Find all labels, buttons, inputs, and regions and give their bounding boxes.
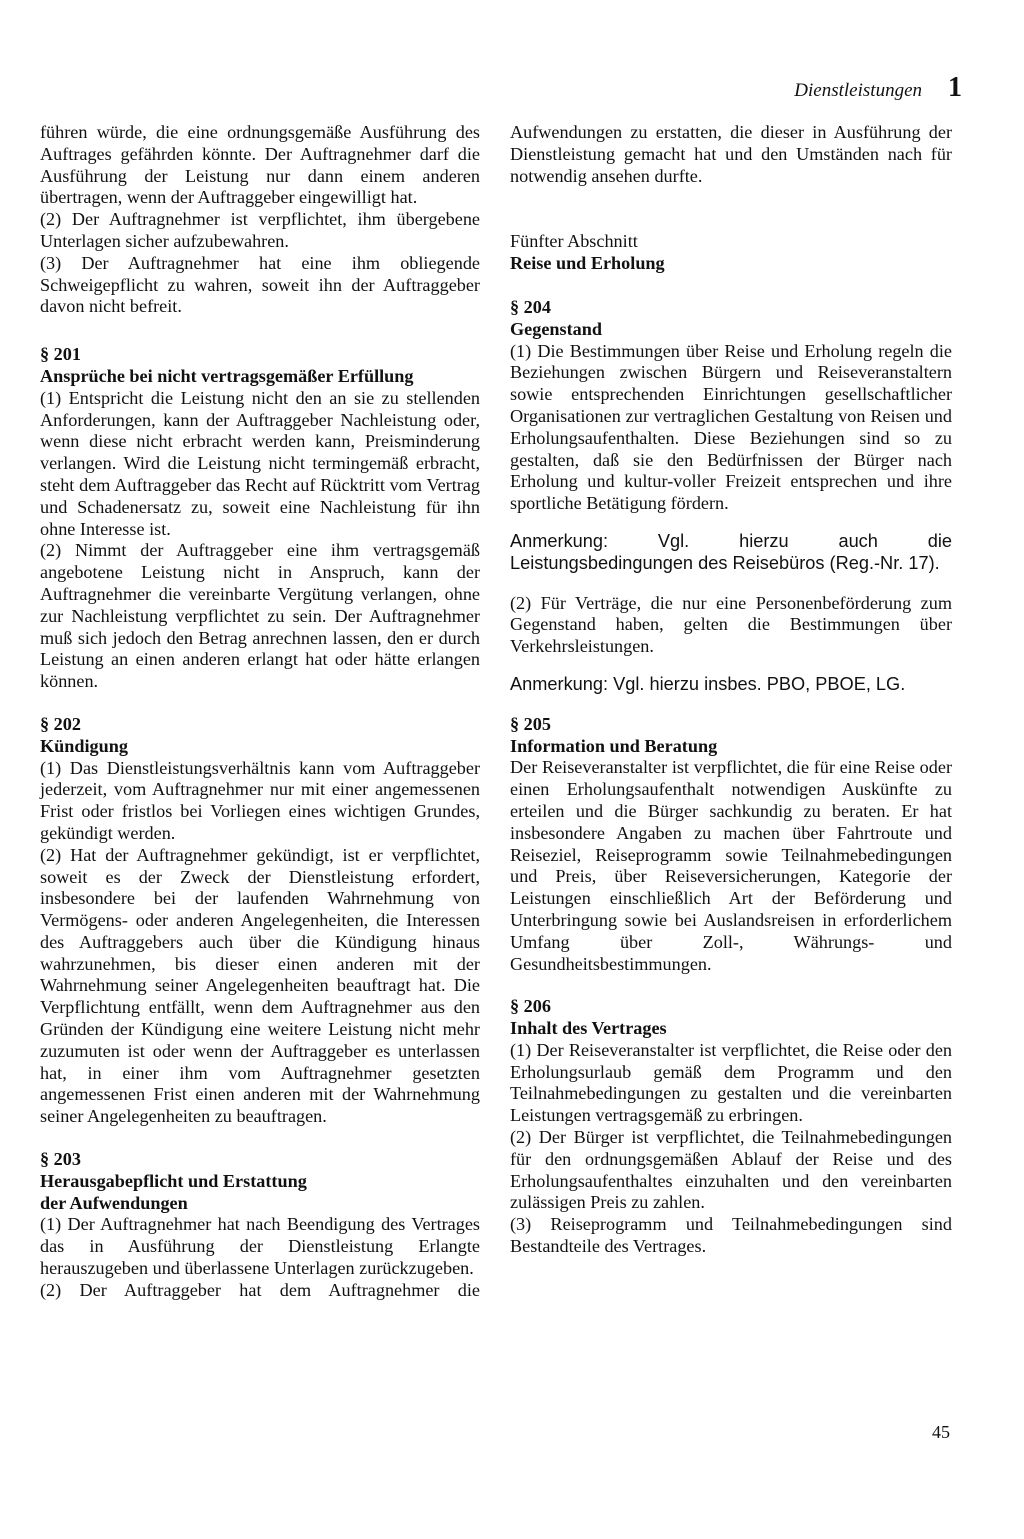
paragraph: (1) Die Bestimmungen über Reise und Erholung regeln die Beziehungen zwischen Bürgern und Reiseveranstaltern sowie entsprechenden Einrichtungen gesellschaftlicher Organisationen zur vertraglichen Gestaltung von Reisen und Erholungsaufenthalten. Diese Beziehungen sind so zu gestalten, daß sie den Bedürfnissen der Bürger nach Erholung und kultur-voller Freizeit entsprechen und ihre sportliche Betätigung fördern. [510,340,952,514]
paragraph: (3) Reiseprogramm und Teilnahmebedingungen sind Bestandteile des Vertrages. [510,1214,952,1257]
page-number: 45 [932,1422,950,1442]
paragraph: (3) Der Auftragnehmer hat eine ihm obliegende Schweigepflicht zu wahren, soweit ihn der Auftraggeber davon nicht befreit. [40,252,480,317]
section-206 [510,996,952,1258]
left-column [40,122,480,1302]
right-column [510,122,952,1258]
chapter-number: 1 [948,72,962,103]
annotation-note: Anmerkung: Vgl. hierzu auch die Leistungsbedingungen des Reisebüros (Reg.-Nr. 17). [510,530,952,573]
section-title: Herausgabepflicht und Erstattung [40,1170,307,1191]
paragraph: (2) Für Verträge, die nur eine Personenbeförderung zum Gegenstand haben, gelten die Bestimmungen über Verkehrsleistungen. [510,592,952,657]
paragraph: (2) Der Auftraggeber hat dem Auftragnehmer die [40,1279,480,1300]
annotation-note: Anmerkung: Vgl. hierzu insbes. PBO, PBOE, LG. [510,673,906,694]
paragraph: Der Reiseveranstalter ist verpflichtet, die für eine Reise oder einen Erholungsaufenthalt notwendigen Auskünfte zu erteilen und die Bürger sachkundig zu beraten. Er hat insbesondere Angaben zu machen über Fahrtroute und Reiseziel, Reiseprogramm sowie Teilnahmebedingungen und Preis, über Reiseversicherungen, Kategorie der Leistungen einschließlich Art der Beförderung und Unterbringung sowie bei Auslandsreisen in erforderlichem Umfang über Zoll-, Währungs- und Gesundheitsbestimmungen. [510,757,952,974]
section-number: § 202 [40,713,81,734]
section-title-continued: der Aufwendungen [40,1192,188,1213]
paragraph: (1) Der Auftragnehmer hat nach Beendigung des Vertrages das in Ausführung der Dienstleistung Erlangte herauszugeben und überlassene Unterlagen zurückzugeben. [40,1214,480,1279]
paragraph: (2) Der Bürger ist verpflichtet, die Teilnahmebedingungen für den ordnungsgemäßen Ablauf der Reise und des Erholungsaufenthaltes einzuhalten und den vereinbarten zulässigen Preis zu zahlen. [510,1127,952,1213]
section-title: Information und Beratung [510,735,718,756]
section-number: § 201 [40,344,81,365]
part-heading [510,231,952,275]
section-205 [510,714,952,976]
section-title: Gegenstand [510,318,602,339]
section-title: Kündigung [40,735,128,756]
section-201 [40,344,480,693]
section-number: § 204 [510,296,551,317]
section-number: § 205 [510,713,551,734]
section-number: § 206 [510,996,551,1017]
section-title: Inhalt des Vertrages [510,1018,667,1039]
paragraph: (2) Nimmt der Auftraggeber eine ihm vertragsgemäß angebotene Leistung nicht in Anspruch, kann der Auftragnehmer die vereinbarte Vergütung verlangen, ohne zur Nachleistung verpflichtet zu sein. Der Auftragnehmer muß sich jedoch den Betrag anrechnen lassen, den er durch Leistung an einen anderen erlangt hat oder hätte erlangen können. [40,540,480,692]
part-title: Reise und Erholung [510,253,665,274]
section-number: § 203 [40,1149,81,1170]
section-204 [510,297,952,696]
section-202 [40,714,480,1128]
paragraph: Aufwendungen zu erstatten, die dieser in Ausführung der Dienstleistung gemacht hat und den Umständen nach für notwendig ansehen durfte. [510,122,952,186]
section-203 [40,1149,480,1302]
paragraph: (1) Entspricht die Leistung nicht den an sie zu stellenden Anforderungen, kann der Auftraggeber Nachleistung oder, wenn diese nicht erbracht werden kann, Preisminderung verlangen. Wird die Leistung nicht termingemäß erbracht, steht dem Auftraggeber das Recht auf Rücktritt vom Vertrag und Schadenersatz zu, soweit eine Nachleistung für ihn ohne Interesse ist. [40,387,480,539]
paragraph: (2) Der Auftragnehmer ist verpflichtet, ihm übergebene Unterlagen sicher aufzubewahren. [40,209,480,251]
part-label: Fünfter Abschnitt [510,231,638,252]
section-title: Ansprüche bei nicht vertragsgemäßer Erfüllung [40,365,414,386]
paragraph: (2) Hat der Auftragnehmer gekündigt, ist er verpflichtet, soweit es der Zweck der Dienstleistung erfordert, insbesondere bei der laufenden Wahrnehmung von Vermögens- oder anderen Angelegenheiten, die Interessen des Auftraggebers auch über die Kündigung hinaus wahrzunehmen, bis dieser einen anderen mit der Wahrnehmung seiner Angelegenheiten beauftragt hat. Die Verpflichtung entfällt, wenn dem Auftragnehmer aus den Gründen der Kündigung eine weitere Leistung nicht mehr zuzumuten ist oder wenn der Auftraggeber es unterlassen hat, in einer ihm vom Auftragnehmer gesetzten angemessenen Frist einen anderen mit der Wahrnehmung seiner Angelegenheiten zu beauftragen. [40,844,480,1127]
paragraph: (1) Der Reiseveranstalter ist verpflichtet, die Reise oder den Erholungsurlaub gemäß dem Programm und den Teilnahmebedingungen zu gestalten und die vereinbarten Leistungen vertragsgemäß zu erbringen. [510,1039,952,1126]
paragraph: führen würde, die eine ordnungsgemäße Ausführung des Auftrages gefährden könnte. Der Auftragnehmer darf die Ausführung der Leistung nur dann einem anderen übertragen, wenn der Auftraggeber eingewilligt hat. [40,122,480,208]
paragraph: (1) Das Dienstleistungsverhältnis kann vom Auftraggeber jederzeit, vom Auftragnehmer nur mit einer angemessenen Frist oder fristlos bei Vorliegen eines wichtigen Grundes, gekündigt werden. [40,757,480,843]
running-header-title: Dienstleistungen [794,80,922,101]
running-header [794,72,962,104]
